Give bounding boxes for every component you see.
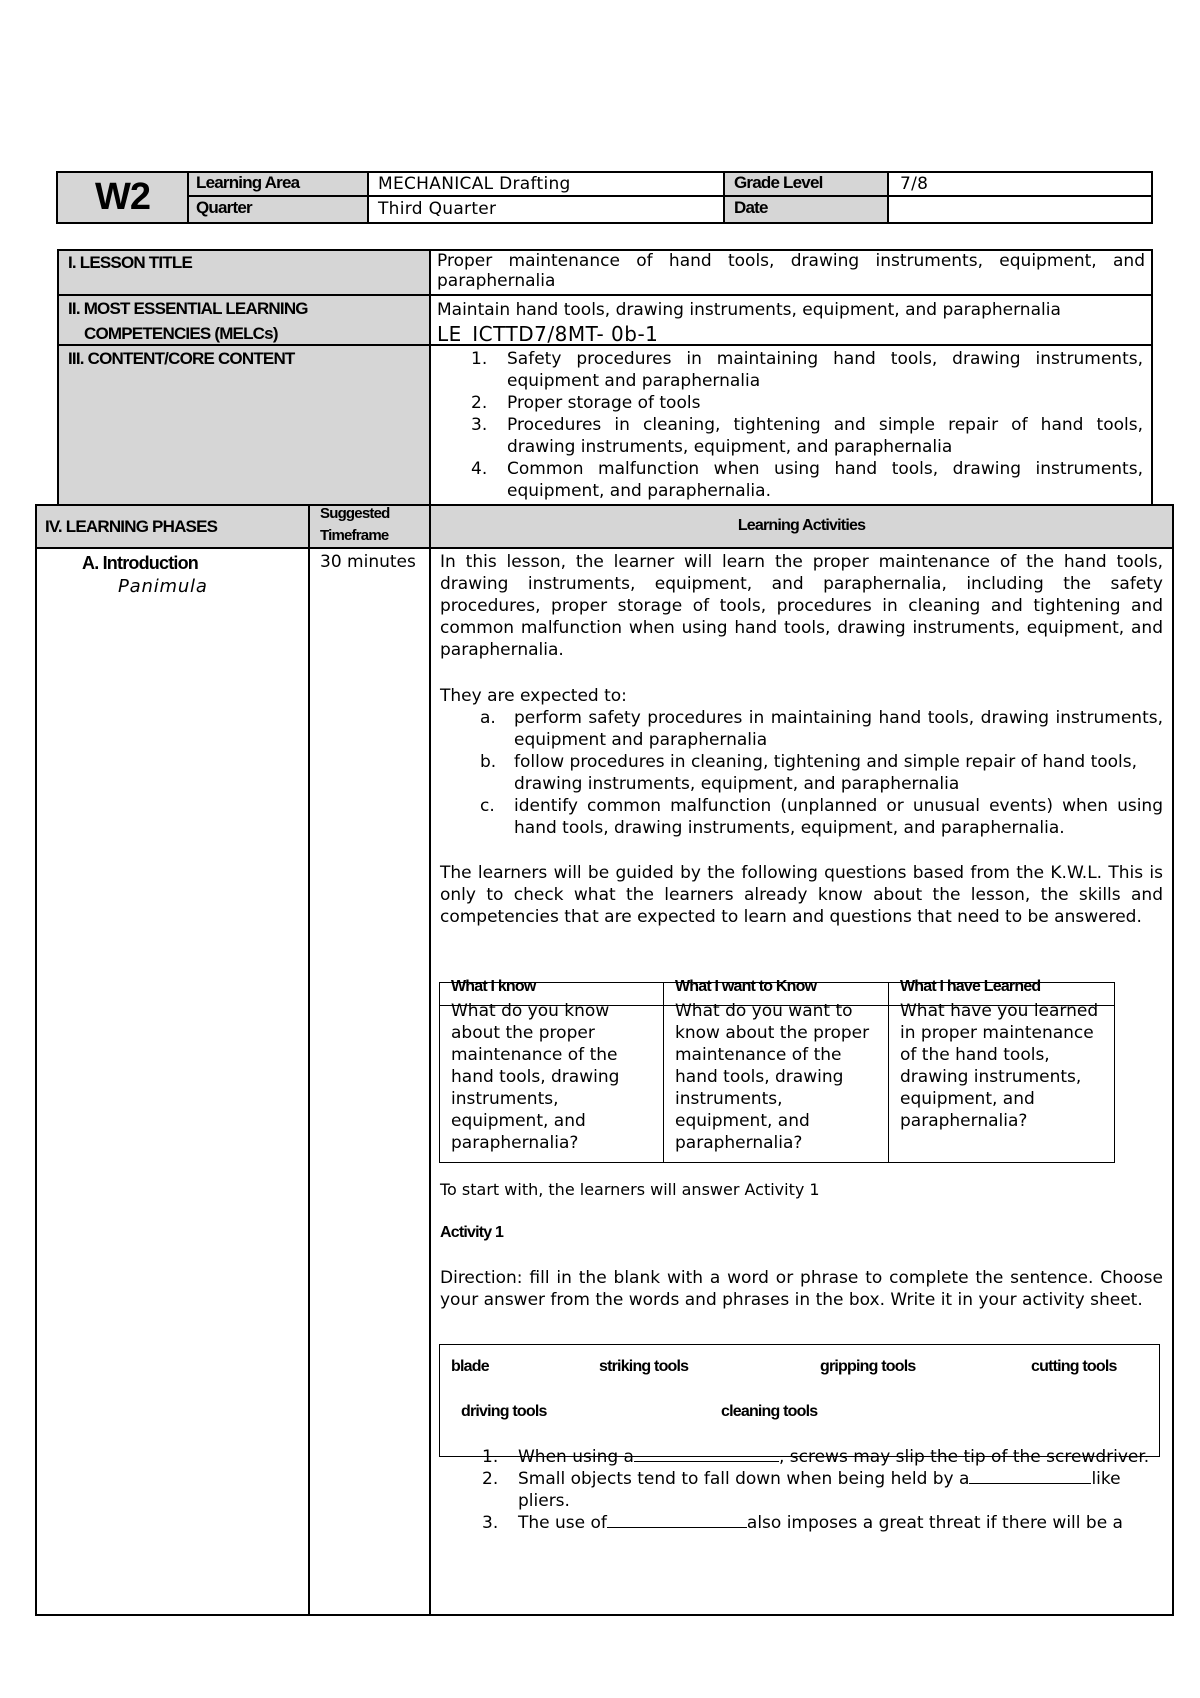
timeframe-header-line2: Timeframe xyxy=(320,527,389,544)
kwl-col-divider xyxy=(663,982,664,1163)
kwl-header-know: What I know xyxy=(451,978,536,995)
phases-header: IV. LEARNING PHASES xyxy=(45,517,218,536)
answer-blank[interactable] xyxy=(607,1512,747,1528)
melc-code: LE_ICTTD7/8MT- 0b-1 xyxy=(437,322,659,346)
question-item: 1. When using a , screws may slip the tip of the screwdriver. xyxy=(482,1447,1150,1467)
content-item: 1. Safety procedures in maintaining hand tools, drawing instruments, equipment and paraphernalia xyxy=(471,349,1143,391)
activities-header: Learning Activities xyxy=(737,517,866,534)
kwl-col-divider xyxy=(888,982,889,1163)
content-item: 2. Proper storage of tools xyxy=(471,393,701,413)
word-striking-tools: striking tools xyxy=(599,1358,689,1375)
lesson-title-label: I. LESSON TITLE xyxy=(68,253,193,272)
grade-level-value: 7/8 xyxy=(900,174,929,194)
expected-list xyxy=(440,707,1163,839)
melc-value: Maintain hand tools, drawing instruments, equipment, and paraphernalia xyxy=(437,300,1061,320)
intro-label: A. Introduction xyxy=(82,553,198,573)
kwl-paragraph: The learners will be guided by the following questions based from the K.W.L. This is only to check what the learners already know about the lesson, the skills and competencies that are expected to learn and questions that need to be answered. xyxy=(440,863,1163,927)
melc-label-line1: II. MOST ESSENTIAL LEARNING xyxy=(68,299,308,318)
kwl-cell-know: What do you know about the proper maintenance of the hand tools, drawing instruments, equipment, and paraphernalia? xyxy=(451,1001,620,1153)
date-value-cell xyxy=(887,195,1153,224)
word-blade: blade xyxy=(451,1358,489,1375)
word-cleaning-tools: cleaning tools xyxy=(721,1403,818,1420)
expected-item: c. identify common malfunction (unplanned or unusual events) when using hand tools, drawing instruments, equipment, and paraphernalia. xyxy=(480,796,1163,838)
quarter-value: Third Quarter xyxy=(378,199,497,219)
question-list xyxy=(440,1446,1163,1534)
lesson-title-value: Proper maintenance of hand tools, drawing instruments, equipment, and paraphernalia xyxy=(437,251,1145,291)
date-label: Date xyxy=(734,198,768,217)
kwl-header-want: What I want to Know xyxy=(675,978,817,995)
content-item: 3. Procedures in cleaning, tightening and simple repair of hand tools, drawing instruments, equipment, and paraphernalia xyxy=(471,415,1143,457)
melc-label-line2: COMPETENCIES (MELCs) xyxy=(84,324,278,343)
content-label: III. CONTENT/CORE CONTENT xyxy=(68,349,295,368)
intro-phase-cell xyxy=(35,547,310,1616)
word-gripping-tools: gripping tools xyxy=(820,1358,916,1375)
intro-time-cell xyxy=(308,547,431,1616)
question-item: 3. The use of also imposes a great threat if there will be a xyxy=(482,1513,1123,1533)
direction-text: Direction: fill in the blank with a word or phrase to complete the sentence. Choose your answer from the words and phrases in the box. Write it in your activity sheet. xyxy=(440,1268,1163,1310)
kwl-cell-want: What do you want to know about the proper maintenance of the hand tools, drawing instruments, equipment, and paraphernalia? xyxy=(675,1001,870,1153)
start-text: To start with, the learners will answer Activity 1 xyxy=(440,1180,820,1199)
learning-area-value: MECHANICAL Drafting xyxy=(378,174,571,194)
word-cutting-tools: cutting tools xyxy=(1031,1358,1117,1375)
timeframe-header-line1: Suggested xyxy=(320,505,390,522)
expected-item: b. follow procedures in cleaning, tightening and simple repair of hand tools, drawing instruments, equipment, and paraphernalia xyxy=(480,752,1138,794)
answer-blank[interactable] xyxy=(969,1468,1091,1484)
expected-intro: They are expected to: xyxy=(440,686,627,706)
answer-blank[interactable] xyxy=(634,1446,779,1462)
grade-level-label: Grade Level xyxy=(734,173,823,192)
week-code: W2 xyxy=(95,176,150,218)
learning-area-label: Learning Area xyxy=(196,173,300,192)
intro-sublabel: Panimula xyxy=(118,576,208,597)
activity-title: Activity 1 xyxy=(440,1224,504,1241)
quarter-label: Quarter xyxy=(196,198,252,217)
kwl-cell-learned: What have you learned in proper maintenance of the hand tools, drawing instruments, equipment, and paraphernalia? xyxy=(900,1001,1099,1131)
intro-paragraph: In this lesson, the learner will learn the proper maintenance of the hand tools, drawing instruments, equipment, and paraphernalia, including the safety procedures, proper storage of tools, procedures in cleaning and tightening and common malfunction when using hand tools, drawing instruments, equipment, and paraphernalia. xyxy=(440,552,1163,660)
intro-time: 30 minutes xyxy=(320,552,416,572)
expected-item: a. perform safety procedures in maintaining hand tools, drawing instruments, equipment and paraphernalia xyxy=(480,708,1163,750)
question-item: 2. Small objects tend to fall down when being held by a like pliers. xyxy=(482,1469,1121,1511)
kwl-header-learned: What I have Learned xyxy=(900,978,1041,995)
content-list xyxy=(429,348,1143,502)
word-driving-tools: driving tools xyxy=(461,1403,547,1420)
content-item: 4. Common malfunction when using hand tools, drawing instruments, equipment, and paraphernalia. xyxy=(471,459,1143,501)
